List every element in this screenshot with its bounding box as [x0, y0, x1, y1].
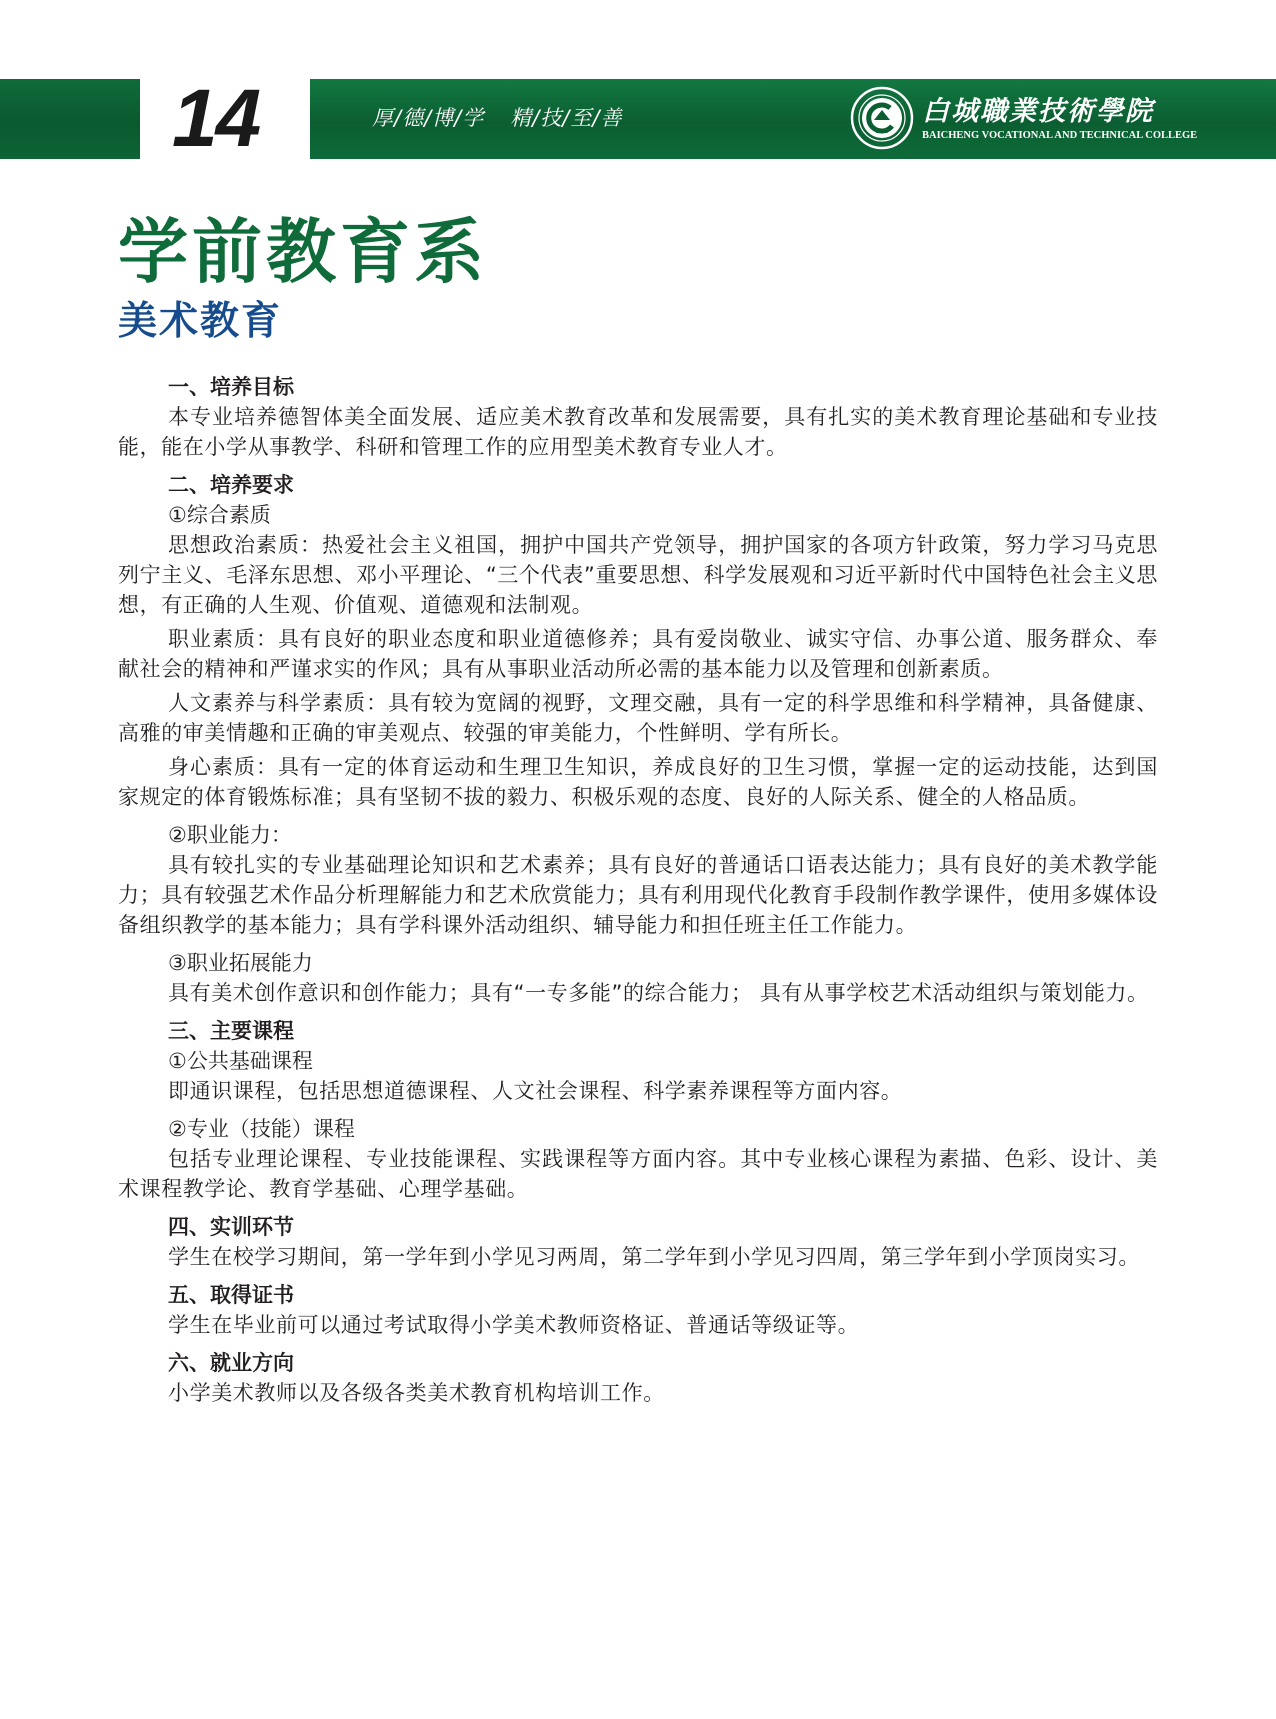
document-body	[118, 372, 1158, 1408]
college-name-en: BAICHENG VOCATIONAL AND TECHNICAL COLLEGE	[922, 130, 1198, 141]
motto-right: 精/技/至/善	[510, 106, 623, 130]
college-logo-icon	[850, 86, 914, 150]
page-number: 14	[172, 73, 260, 164]
subheading: ③职业拓展能力	[168, 951, 313, 975]
section-heading-certificates: 五、取得证书	[168, 1283, 294, 1307]
section-heading-requirements: 二、培养要求	[168, 473, 294, 497]
subheading: ②职业能力：	[168, 823, 292, 847]
section-heading-goals: 一、培养目标	[168, 375, 294, 399]
header-band-left	[0, 79, 140, 159]
paragraph: 具有美术创作意识和创作能力；具有“一专多能”的综合能力； 具有从事学校艺术活动组织与策划能力。	[168, 981, 1149, 1005]
college-name: 白城職業技術學院	[922, 96, 1154, 127]
paragraph: 包括专业理论课程、专业技能课程、实践课程等方面内容。其中专业核心课程为素描、色彩、设计、美术课程教学论、教育学基础、心理学基础。	[118, 1147, 1158, 1201]
section-heading-employment: 六、就业方向	[168, 1351, 294, 1375]
section-heading-training: 四、实训环节	[168, 1215, 294, 1239]
paragraph: 身心素质：具有一定的体育运动和生理卫生知识，养成良好的卫生习惯，掌握一定的运动技能，达到国家规定的体育锻炼标准；具有坚韧不拔的毅力、积极乐观的态度、良好的人际关系、健全的人格品质。	[118, 755, 1158, 809]
paragraph: 本专业培养德智体美全面发展、适应美术教育改革和发展需要，具有扎实的美术教育理论基础和专业技能，能在小学从事教学、科研和管理工作的应用型美术教育专业人才。	[118, 405, 1158, 459]
paragraph: 学生在毕业前可以通过考试取得小学美术教师资格证、普通话等级证等。	[168, 1313, 860, 1337]
subheading: ①综合素质	[168, 503, 271, 527]
paragraph: 小学美术教师以及各级各类美术教育机构培训工作。	[168, 1381, 665, 1405]
section-heading-courses: 三、主要课程	[168, 1019, 294, 1043]
paragraph: 思想政治素质：热爱社会主义祖国，拥护中国共产党领导，拥护国家的各项方针政策，努力学习马克思列宁主义、毛泽东思想、邓小平理论、“三个代表”重要思想、科学发展观和习近平新时代中国特色社会主义思想，有正确的人生观、价值观、道德观和法制观。	[118, 533, 1158, 617]
subheading: ②专业（技能）课程	[168, 1117, 355, 1141]
major-title: 美术教育	[118, 299, 283, 344]
department-title: 学前教育系	[118, 211, 488, 293]
motto-left: 厚/德/博/学	[372, 106, 485, 130]
paragraph: 具有较扎实的专业基础理论知识和艺术素养；具有良好的普通话口语表达能力；具有良好的美术教学能力；具有较强艺术作品分析理解能力和艺术欣赏能力；具有利用现代化教育手段制作教学课件，使用多媒体设备组织教学的基本能力；具有学科课外活动组织、辅导能力和担任班主任工作能力。	[118, 853, 1158, 937]
paragraph: 学生在校学习期间，第一学年到小学见习两周，第二学年到小学见习四周，第三学年到小学顶岗实习。	[168, 1245, 1140, 1269]
paragraph: 即通识课程，包括思想道德课程、人文社会课程、科学素养课程等方面内容。	[168, 1079, 903, 1103]
subheading: ①公共基础课程	[168, 1049, 313, 1073]
college-motto	[372, 102, 622, 134]
paragraph: 人文素养与科学素质：具有较为宽阔的视野，文理交融，具有一定的科学思维和科学精神，具备健康、高雅的审美情趣和正确的审美观点、较强的审美能力，个性鲜明、学有所长。	[118, 691, 1158, 745]
logo-year: 1958	[875, 129, 889, 135]
paragraph: 职业素质：具有良好的职业态度和职业道德修养；具有爱岗敬业、诚实守信、办事公道、服务群众、奉献社会的精神和严谨求实的作风；具有从事职业活动所必需的基本能力以及管理和创新素质。	[118, 627, 1158, 681]
